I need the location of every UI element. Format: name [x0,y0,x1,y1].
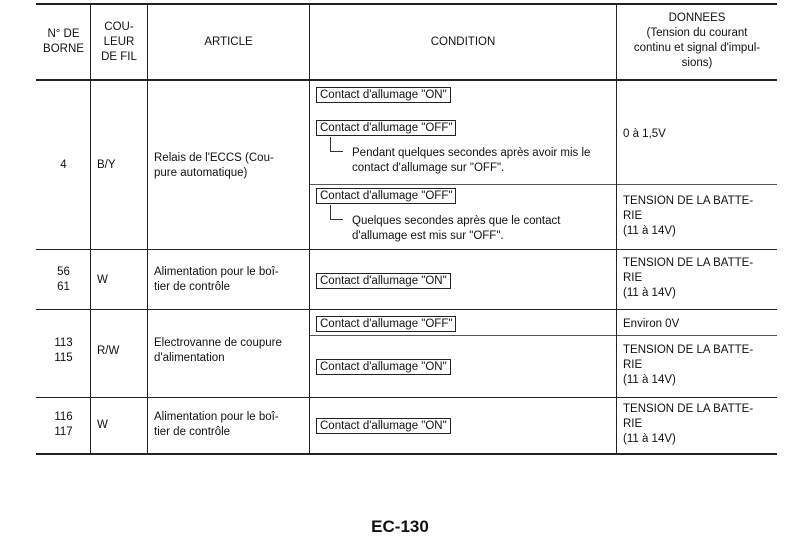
header-condition: CONDITION [430,36,496,48]
row2-article: Alimentation pour le boî- tier de contrôle [154,266,279,293]
row1-borne: 4 [60,159,67,171]
condition-ignition-off: Contact d'allumage "OFF" [316,316,456,332]
column-divider [90,4,91,454]
row1-data-1: 0 à 1,5V [623,128,666,140]
row1-couleur: B/Y [97,159,116,171]
condition-ignition-on: Contact d'allumage "ON" [316,418,451,434]
condition-note: Pendant quelques secondes après avoir mis le contact d'allumage sur "OFF". [352,147,591,174]
condition-ignition-on: Contact d'allumage "ON" [316,359,451,375]
condition-note: Quelques secondes après que le contact d'allumage est mis sur "OFF". [352,215,561,242]
row2-borne: 56 61 [57,266,70,293]
column-divider [147,4,148,454]
row3-data-on: TENSION DE LA BATTE- RIE (11 à 14V) [623,344,754,386]
header-borne: N° DE BORNE [43,28,84,55]
row2-couleur: W [97,274,108,286]
column-divider [309,4,310,454]
header-couleur: COU- LEUR DE FIL [101,21,137,63]
column-divider [616,4,617,454]
header-article: ARTICLE [204,36,253,48]
row4-borne: 116 117 [54,411,73,438]
row4-data: TENSION DE LA BATTE- RIE (11 à 14V) [623,403,754,445]
row1-data-2: TENSION DE LA BATTE- RIE (11 à 14V) [623,195,754,237]
row3-borne: 113 115 [54,337,73,364]
header-donnees: DONNEES (Tension du courant continu et signal d'impul- sions) [633,12,761,69]
row4-couleur: W [97,419,108,431]
condition-ignition-off: Contact d'allumage "OFF" [316,120,456,136]
page-number: EC-130 [371,517,429,536]
row2-data: TENSION DE LA BATTE- RIE (11 à 14V) [623,257,754,299]
row1-article: Relais de l'ECCS (Cou- pure automatique) [154,152,274,179]
row4-article: Alimentation pour le boî- tier de contrôle [154,411,279,438]
bracket-connector [330,137,343,152]
condition-ignition-off: Contact d'allumage "OFF" [316,188,456,204]
bracket-connector [330,205,343,220]
row3-data-off: Environ 0V [623,318,680,330]
condition-ignition-on: Contact d'allumage "ON" [316,273,451,289]
subrow-divider [309,335,777,336]
subrow-divider [309,184,777,185]
row3-article: Electrovanne de coupure d'alimentation [154,337,282,364]
condition-ignition-on: Contact d'allumage "ON" [316,87,451,103]
row3-couleur: R/W [97,345,120,357]
